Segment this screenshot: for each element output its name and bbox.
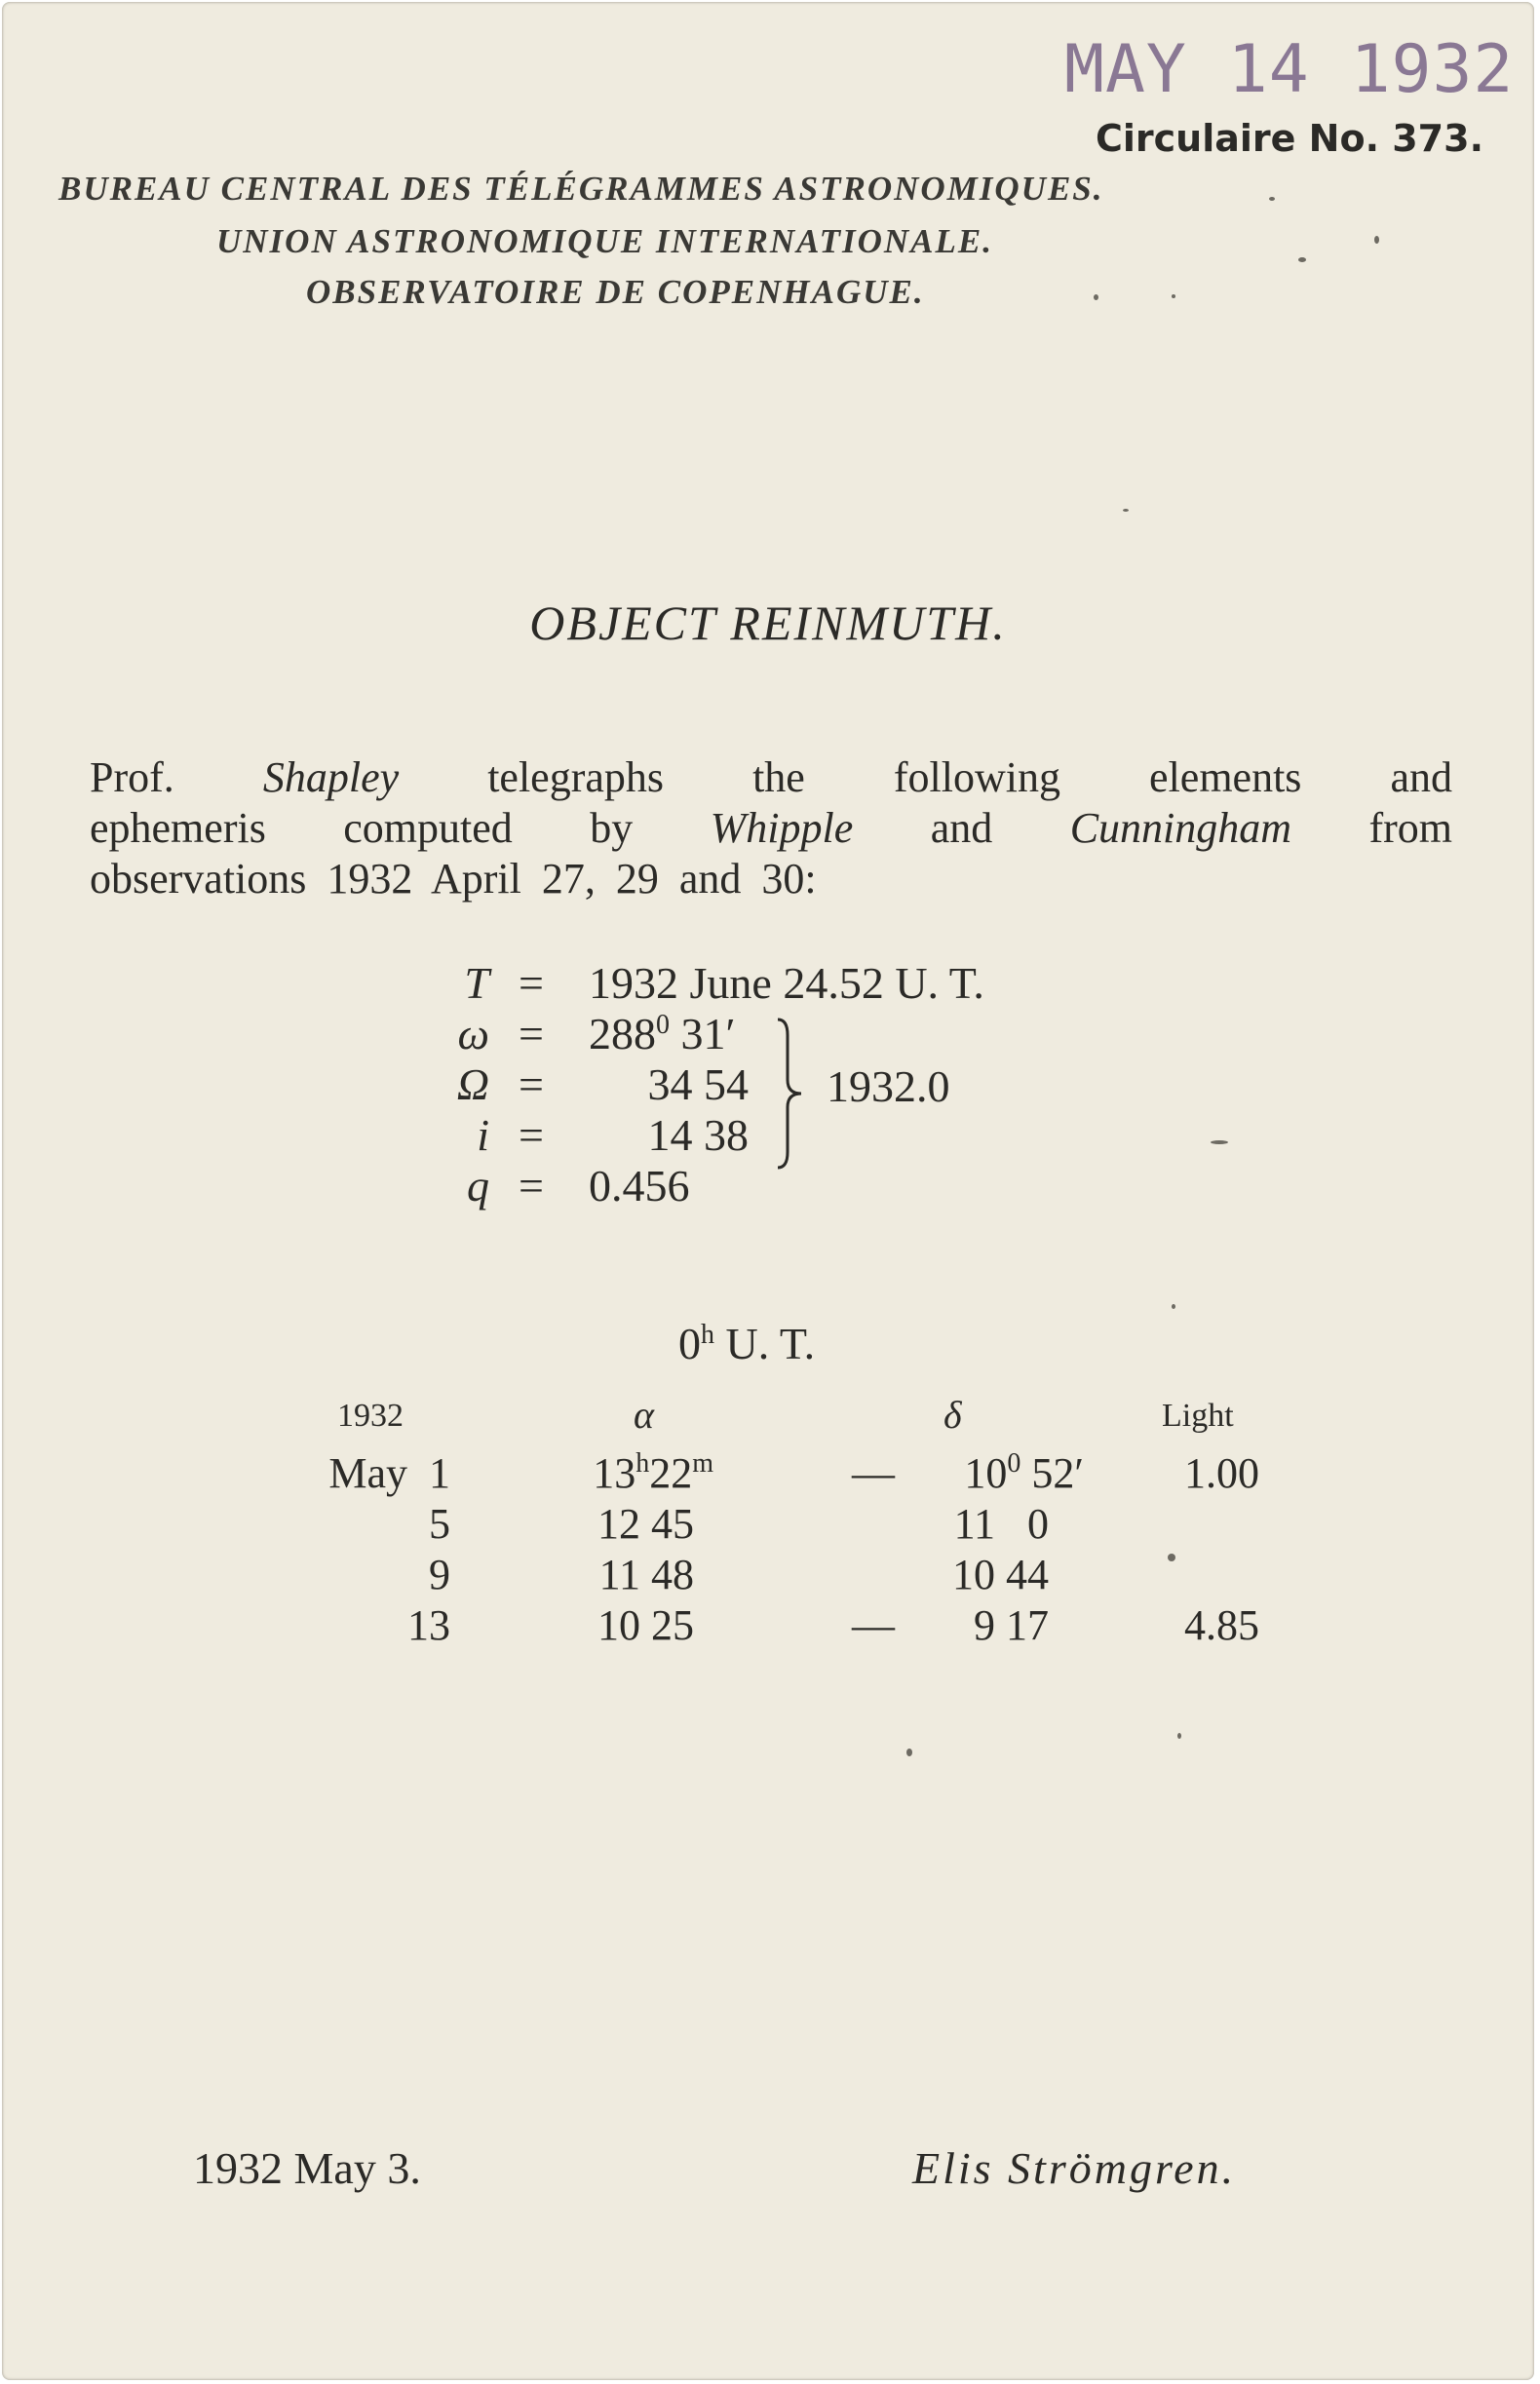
minute-mark: m <box>692 1448 713 1479</box>
element-inclination-value: 14 38 <box>647 1110 749 1160</box>
alpha-minutes: 22 <box>649 1449 693 1497</box>
omega-degrees: 288 <box>589 1009 656 1058</box>
circular-number: Circulaire No. 373. <box>1096 117 1483 160</box>
paper-speck <box>1211 1140 1228 1144</box>
curly-brace-icon <box>772 1016 811 1172</box>
paper-speck <box>1123 509 1129 512</box>
text-and: and <box>930 804 993 852</box>
paper-speck <box>1172 1304 1175 1309</box>
ephemeris-delta: 11 0 <box>953 1500 1049 1548</box>
text-telegraphs: telegraphs the following elements and <box>487 753 1453 801</box>
element-q-symbol: q <box>467 1161 489 1211</box>
ephemeris-light: 1.00 <box>1184 1449 1259 1497</box>
title-ut: U. T. <box>725 1319 816 1368</box>
text-prof: Prof. <box>90 753 174 801</box>
hour-mark: h <box>635 1448 650 1479</box>
ephemeris-date: 5 <box>429 1500 450 1548</box>
equals-sign: = <box>519 1110 544 1160</box>
equals-sign: = <box>519 958 544 1008</box>
header-bureau: BUREAU CENTRAL DES TÉLÉGRAMMES ASTRONOMIQUES. <box>58 170 1104 208</box>
object-title: OBJECT REINMUTH. <box>529 596 1007 650</box>
paper-speck <box>906 1749 912 1756</box>
paper-speck <box>1168 1554 1175 1561</box>
column-header-year: 1932 <box>337 1398 404 1434</box>
alpha-hours: 13 <box>593 1449 636 1497</box>
degree-mark: 0 <box>1007 1448 1021 1479</box>
ephemeris-alpha: 10 25 <box>597 1601 694 1649</box>
degree-mark: 0 <box>656 1010 670 1040</box>
text-ephemeris: ephemeris computed by <box>90 804 634 852</box>
element-q-value: 0.456 <box>589 1161 690 1211</box>
element-inclination-symbol: i <box>477 1110 489 1160</box>
name-shapley: Shapley <box>262 753 400 801</box>
ephemeris-alpha: 11 48 <box>598 1551 694 1598</box>
delta-degrees: 10 <box>964 1449 1008 1497</box>
element-node-value: 34 54 <box>647 1059 749 1109</box>
paper-speck <box>1172 294 1175 298</box>
title-zero: 0 <box>678 1319 701 1368</box>
delta-minutes: 52′ <box>1031 1449 1084 1497</box>
ephemeris-date: 13 <box>407 1601 450 1649</box>
received-date-stamp: MAY 14 1932 <box>1064 31 1515 108</box>
ephemeris-delta-sign: — <box>852 1449 895 1497</box>
elements-epoch: 1932.0 <box>827 1061 950 1111</box>
column-header-alpha: α <box>634 1393 654 1437</box>
ephemeris-delta: 9 17 <box>974 1601 1049 1649</box>
element-omega-symbol: ω <box>457 1009 489 1058</box>
hour-mark: h <box>701 1320 714 1350</box>
ephemeris-delta: 10 44 <box>952 1551 1049 1598</box>
header-observatory: OBSERVATOIRE DE COPENHAGUE. <box>306 273 925 311</box>
ephemeris-date: 9 <box>429 1551 450 1598</box>
circular-card <box>2 2 1534 2380</box>
header-union: UNION ASTRONOMIQUE INTERNATIONALE. <box>216 222 993 260</box>
paragraph-line-2 <box>90 803 1452 854</box>
signature: Elis Strömgren. <box>912 2143 1237 2193</box>
element-T-value: 1932 June 24.52 U. T. <box>589 958 984 1008</box>
announcement-paragraph <box>90 752 1452 904</box>
paper-speck <box>1374 236 1379 244</box>
element-T-symbol: T <box>464 958 489 1008</box>
ephemeris-delta-sign: — <box>852 1601 895 1649</box>
name-whipple: Whipple <box>710 804 854 852</box>
ephemeris-delta <box>840 1448 1084 1498</box>
ephemeris-light: 4.85 <box>1184 1601 1259 1649</box>
paper-speck <box>1298 257 1306 262</box>
paper-speck <box>1094 294 1098 300</box>
text-from: from <box>1368 804 1453 852</box>
paper-speck <box>1269 197 1275 201</box>
column-header-light: Light <box>1162 1398 1234 1434</box>
column-header-delta: δ <box>943 1393 962 1437</box>
equals-sign: = <box>519 1059 544 1109</box>
issue-date: 1932 May 3. <box>193 2143 421 2193</box>
omega-minutes: 31′ <box>680 1009 736 1058</box>
ephemeris-title <box>678 1318 815 1369</box>
equals-sign: = <box>519 1009 544 1058</box>
ephemeris-alpha <box>548 1448 713 1498</box>
element-node-symbol: Ω <box>456 1059 489 1109</box>
paragraph-line-3: observations 1932 April 27, 29 and 30: <box>90 855 817 903</box>
equals-sign: = <box>519 1161 544 1211</box>
paper-speck <box>1177 1733 1181 1739</box>
ephemeris-date: May 1 <box>328 1449 450 1497</box>
ephemeris-alpha: 12 45 <box>597 1500 694 1548</box>
name-cunningham: Cunningham <box>1069 804 1292 852</box>
element-omega-value <box>589 1008 736 1059</box>
paragraph-line-1 <box>90 752 1452 803</box>
